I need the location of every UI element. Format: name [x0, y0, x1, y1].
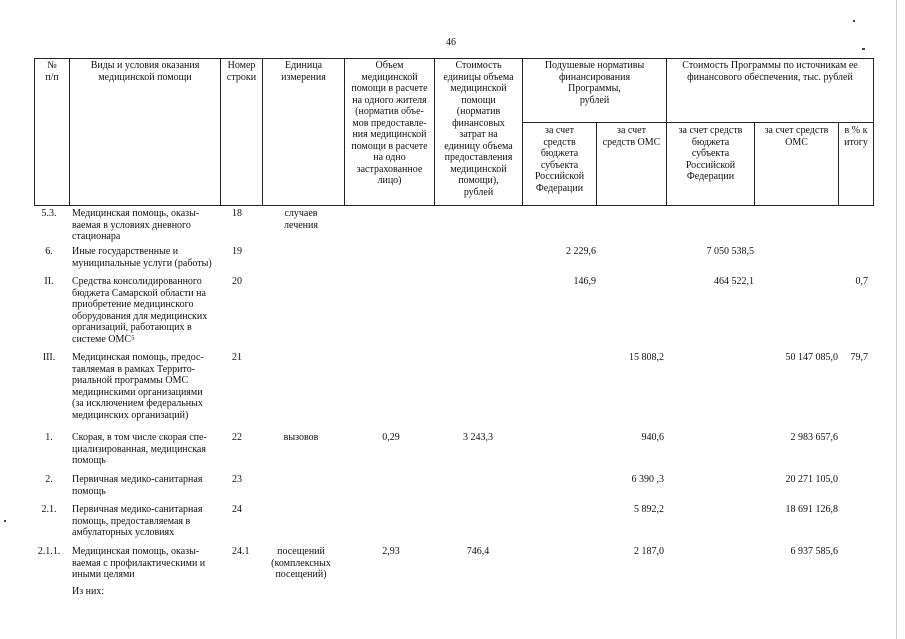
row-number: 5.3.: [41, 208, 57, 219]
row-line: 24: [232, 504, 242, 515]
row-sources-oms: 50 147 085,0: [785, 352, 838, 363]
row-volume: 2,93: [382, 546, 400, 557]
row-name: Медицинская помощь, оказы- ваемая в условиях дневного стационара: [72, 208, 200, 242]
row-per-capita-oms: 5 892,2: [634, 504, 664, 515]
header-cost: Стоимость единицы объема медицинской помощи (норматив финансовых затрат на единицу объема предоставления медицинской помощи), рублей: [443, 60, 514, 198]
row-number: 2.1.: [41, 504, 57, 515]
row-per-capita-oms: 940,6: [641, 432, 664, 443]
row-per-capita-oms: 6 390 ,3: [631, 474, 664, 485]
row-sources-oms: 18 691 126,8: [785, 504, 838, 515]
table-header: [34, 58, 874, 206]
row-number: 2.: [45, 474, 53, 485]
row-number: 2.1.1.: [37, 546, 61, 557]
row-line: 23: [232, 474, 242, 485]
header-kinds: Виды и условия оказания медицинской помощи: [90, 60, 200, 83]
row-name: Первичная медико-санитарная помощь: [72, 474, 203, 497]
row-per-capita-oms: 2 187,0: [634, 546, 664, 557]
header-sources-pct: в % к итогу: [844, 125, 868, 148]
row-name: Иные государственные и муниципальные услуги (работы): [72, 246, 212, 269]
row-number: III.: [42, 352, 56, 363]
row-line: 21: [232, 352, 242, 363]
row-sources-oms: 2 983 657,6: [790, 432, 838, 443]
header-volume: Объем медицинской помощи в расчете на одного жителя (норматив объе- мов предоставле- ния медицинской помощи в расчете на одно застрахованное лицо): [351, 60, 428, 186]
header-sources: Стоимость Программы по источникам ее финансового обеспечения, тыс. рублей: [682, 60, 858, 83]
row-number: 6.: [45, 246, 53, 257]
row-line: 19: [232, 246, 242, 257]
header-sources-budget: за счет средств бюджета субъекта Российской Федерации: [678, 125, 743, 182]
row-cost: 3 243,3: [463, 432, 493, 443]
row-number: 1.: [45, 432, 53, 443]
row-cost: 746,4: [466, 546, 490, 557]
row-line: 24.1: [232, 546, 250, 557]
header-unit: Единица измерения: [281, 60, 326, 83]
scan-speck: [4, 520, 6, 522]
header-per-capita: Подушевые нормативы финансирования Программы, рублей: [544, 60, 645, 106]
row-per-capita-budget: 146,9: [573, 276, 596, 287]
row-name: Средства консолидированного бюджета Самарской области на приобретение медицинского оборудования для медицинских организаций, работающих в системе ОМС⁵: [72, 276, 208, 345]
row-sources-pct: 0,7: [855, 276, 868, 287]
row-line: 18: [232, 208, 242, 219]
page-number: 46: [446, 37, 456, 48]
header-sources-oms: за счет средств ОМС: [764, 125, 829, 148]
row-name: Первичная медико-санитарная помощь, предоставляемая в амбулаторных условиях: [72, 504, 203, 538]
row-number: II.: [44, 276, 54, 287]
row-sources-budget: 464 522,1: [714, 276, 754, 287]
header-per-capita-budget: за счет средств бюджета субъекта Российской Федерации: [534, 125, 585, 194]
row-volume: 0,29: [382, 432, 400, 443]
row-unit: посещений (комплексных посещений): [271, 546, 331, 580]
row-per-capita-budget: 2 229,6: [566, 246, 596, 257]
row-name: Из них:: [72, 586, 105, 597]
row-sources-oms: 20 271 105,0: [785, 474, 838, 485]
row-line: 20: [232, 276, 242, 287]
header-no: № п/п: [45, 60, 59, 83]
header-line-no: Номер строки: [226, 60, 257, 83]
row-name: Медицинская помощь, предос- тавляемая в рамках Террито- риальной программы ОМС медицинскими организациями (за исключением федеральных медицинских организаций): [72, 352, 204, 421]
row-unit: вызовов: [283, 432, 319, 443]
scan-speck: [853, 20, 855, 22]
row-sources-oms: 6 937 585,6: [790, 546, 838, 557]
scan-speck: [862, 48, 865, 50]
row-unit: случаев лечения: [284, 208, 318, 231]
row-name: Скорая, в том числе скорая спе- циализированная, медицинская помощь: [72, 432, 207, 466]
header-per-capita-oms: за счет средств ОМС: [602, 125, 661, 148]
row-sources-budget: 7 050 538,5: [706, 246, 754, 257]
row-name: Медицинская помощь, оказы- ваемая с профилактическими и иными целями: [72, 546, 206, 580]
row-line: 22: [232, 432, 242, 443]
scan-edge: [896, 0, 897, 639]
row-per-capita-oms: 15 808,2: [629, 352, 664, 363]
row-sources-pct: 79,7: [850, 352, 868, 363]
